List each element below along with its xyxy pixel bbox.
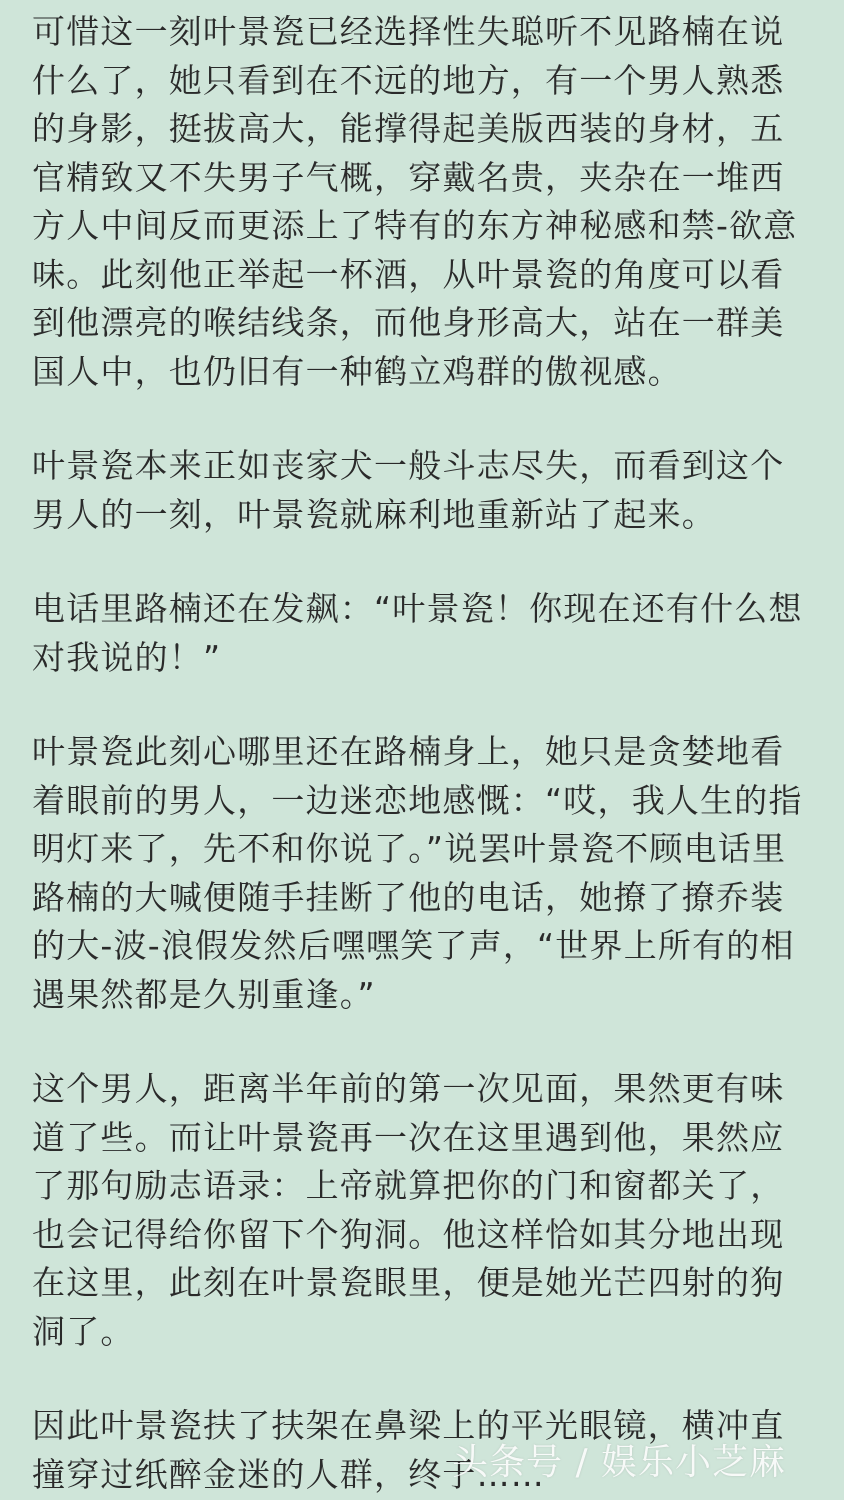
paragraph-3: 电话里路楠还在发飙：“叶景瓷！你现在还有什么想对我说的！” [32,589,803,677]
paragraph-6: 因此叶景瓷扶了扶架在鼻梁上的平光眼镜，横冲直撞穿过纸醉金迷的人群，终于…… [32,1406,785,1494]
paragraph-1: 可惜这一刻叶景瓷已经选择性失聪听不见路楠在说什么了，她只看到在不远的地方，有一个男人熟悉的身影，挺拔高大，能撑得起美版西装的身材，五官精致又不失男子气概，穿戴名贵，夹杂在一堆西方人中间反而更添上了特有的东方神秘感和禁-欲意味。此刻他正举起一杯酒，从叶景瓷的角度可以看到他漂亮的喉结线条，而他身形高大，站在一群美国人中，也仍旧有一种鹤立鸡群的傲视感。 [32,12,798,391]
source-watermark: 头条号 / 娱乐小芝麻 [452,1442,787,1483]
paragraph-5: 这个男人，距离半年前的第一次见面，果然更有味道了些。而让叶景瓷再一次在这里遇到他，果然应了那句励志语录：上帝就算把你的门和窗都关了，也会记得给你留下个狗洞。他这样恰如其分地出现在这里，此刻在叶景瓷眼里，便是她光芒四射的狗洞了。 [32,1069,785,1351]
paragraph-4: 叶景瓷此刻心哪里还在路楠身上，她只是贪婪地看着眼前的男人，一边迷恋地感慨：“哎，我人生的指明灯来了，先不和你说了。”说罢叶景瓷不顾电话里路楠的大喊便随手挂断了他的电话，她撩了撩乔装的大-波-浪假发然后嘿嘿笑了声，“世界上所有的相遇果然都是久别重逢。” [32,732,803,1014]
paragraph-2: 叶景瓷本来正如丧家犬一般斗志尽失，而看到这个男人的一刻，叶景瓷就麻利地重新站了起来。 [32,446,785,534]
article-body [32,8,816,1499]
